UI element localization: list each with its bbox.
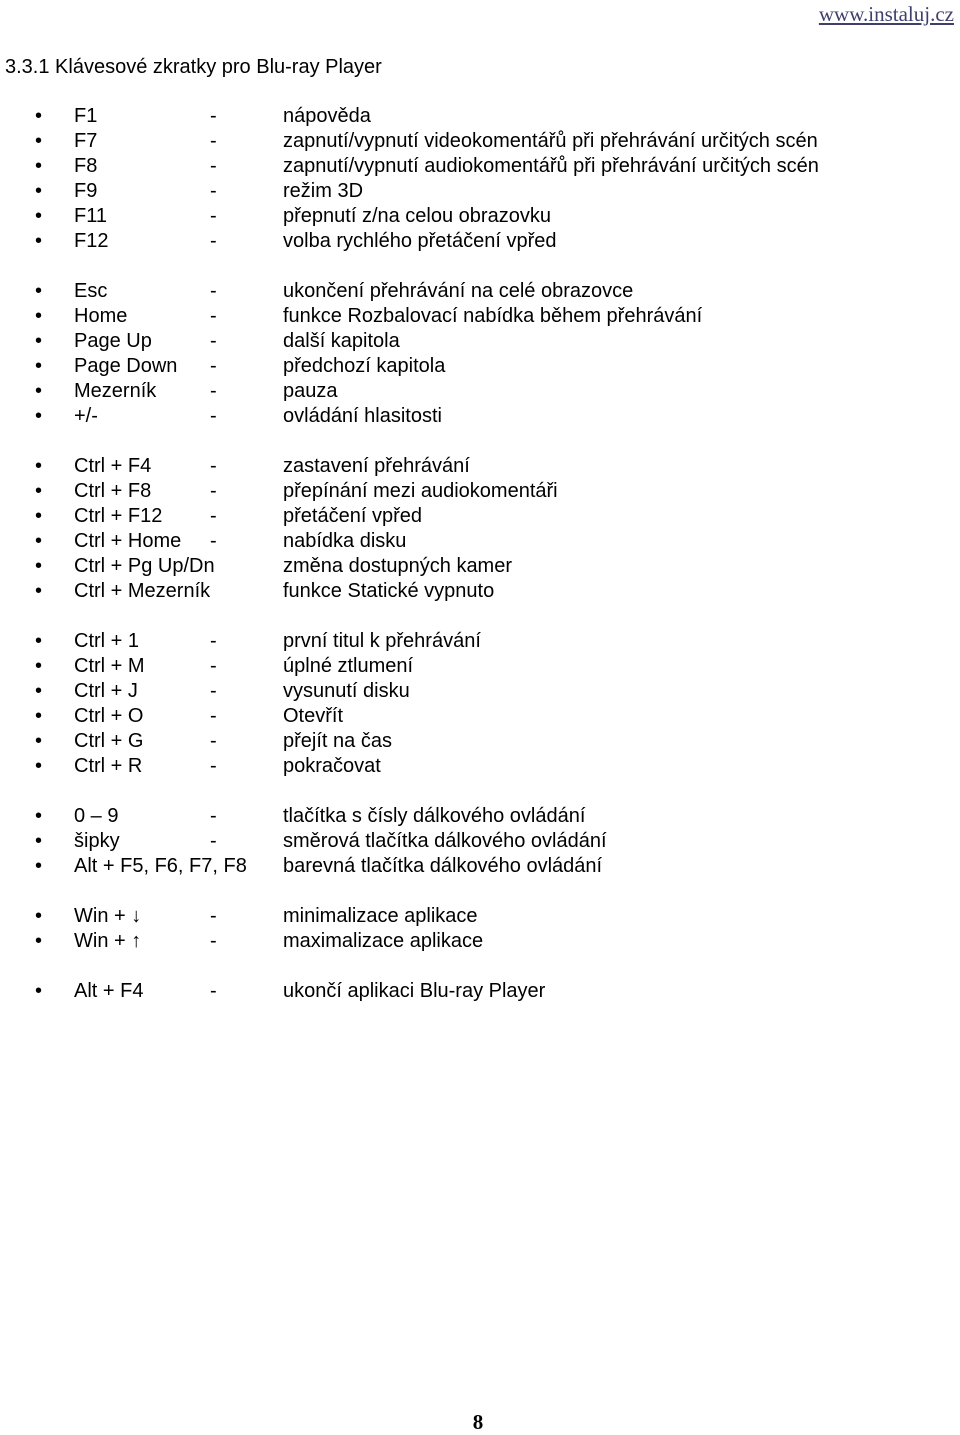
shortcut-description: režim 3D <box>283 180 364 202</box>
shortcut-separator: - <box>210 830 217 852</box>
shortcut-row <box>0 479 960 504</box>
shortcut-separator: - <box>210 230 217 252</box>
bullet-icon: • <box>35 530 43 552</box>
bullet-icon: • <box>35 130 43 152</box>
shortcut-separator: - <box>210 730 217 752</box>
shortcut-group <box>0 979 960 1004</box>
shortcut-description: funkce Statické vypnuto <box>283 580 495 602</box>
shortcut-separator: - <box>210 205 217 227</box>
page-title: 3.3.1 Klávesové zkratky pro Blu-ray Player <box>5 56 382 78</box>
shortcut-description: zapnutí/vypnutí audiokomentářů při přehrávání určitých scén <box>283 155 819 177</box>
shortcut-row <box>0 829 960 854</box>
shortcut-description: první titul k přehrávání <box>283 630 481 652</box>
page-number: 8 <box>472 1410 484 1434</box>
shortcut-row <box>0 579 960 604</box>
shortcut-row <box>0 204 960 229</box>
bullet-icon: • <box>35 930 43 952</box>
shortcut-row <box>0 854 960 879</box>
shortcut-row <box>0 729 960 754</box>
shortcut-row <box>0 104 960 129</box>
shortcut-key: Page Up <box>74 330 152 352</box>
shortcut-separator: - <box>210 330 217 352</box>
shortcut-description: předchozí kapitola <box>283 355 446 377</box>
shortcut-key: Ctrl + M <box>74 655 145 677</box>
shortcut-row <box>0 379 960 404</box>
shortcut-row <box>0 979 960 1004</box>
shortcut-key: Ctrl + 1 <box>74 630 140 652</box>
shortcut-key: F1 <box>74 105 98 127</box>
bullet-icon: • <box>35 905 43 927</box>
bullet-icon: • <box>35 180 43 202</box>
shortcut-description: tlačítka s čísly dálkového ovládání <box>283 805 586 827</box>
shortcut-row <box>0 354 960 379</box>
site-header-link[interactable]: www.instaluj.cz <box>818 2 954 26</box>
shortcut-separator: - <box>210 455 217 477</box>
shortcut-description: zapnutí/vypnutí videokomentářů při přehrávání určitých scén <box>283 130 818 152</box>
shortcut-description: minimalizace aplikace <box>283 905 478 927</box>
shortcut-separator: - <box>210 905 217 927</box>
shortcut-description: ovládání hlasitosti <box>283 405 442 427</box>
shortcut-row <box>0 154 960 179</box>
shortcut-description: Otevřít <box>283 705 344 727</box>
shortcut-key: Esc <box>74 280 108 302</box>
shortcut-key: Ctrl + Mezerník <box>74 580 211 602</box>
shortcut-key: Alt + F5, F6, F7, F8 <box>74 855 247 877</box>
shortcut-description: vysunutí disku <box>283 680 410 702</box>
bullet-icon: • <box>35 280 43 302</box>
shortcut-row <box>0 754 960 779</box>
shortcut-key: Ctrl + Home <box>74 530 182 552</box>
shortcut-row <box>0 679 960 704</box>
shortcut-group <box>0 104 960 254</box>
shortcut-key: Ctrl + J <box>74 680 138 702</box>
shortcut-description: zastavení přehrávání <box>283 455 470 477</box>
shortcut-row <box>0 804 960 829</box>
shortcut-separator: - <box>210 530 217 552</box>
shortcut-key: F8 <box>74 155 98 177</box>
shortcut-separator: - <box>210 305 217 327</box>
shortcut-description: ukončí aplikaci Blu-ray Player <box>283 980 546 1002</box>
shortcut-group <box>0 629 960 779</box>
shortcut-key: Home <box>74 305 128 327</box>
bullet-icon: • <box>35 455 43 477</box>
bullet-icon: • <box>35 680 43 702</box>
shortcut-key: 0 – 9 <box>74 805 119 827</box>
shortcut-separator: - <box>210 180 217 202</box>
shortcut-row <box>0 629 960 654</box>
shortcut-separator: - <box>210 680 217 702</box>
shortcut-row <box>0 929 960 954</box>
bullet-icon: • <box>35 805 43 827</box>
shortcut-key: Page Down <box>74 355 178 377</box>
shortcut-row <box>0 529 960 554</box>
bullet-icon: • <box>35 505 43 527</box>
shortcut-separator: - <box>210 980 217 1002</box>
shortcut-separator: - <box>210 705 217 727</box>
shortcut-key: šipky <box>74 830 120 852</box>
shortcut-row <box>0 904 960 929</box>
bullet-icon: • <box>35 855 43 877</box>
shortcut-list <box>0 104 960 1029</box>
shortcut-key: F7 <box>74 130 98 152</box>
bullet-icon: • <box>35 380 43 402</box>
bullet-icon: • <box>35 755 43 777</box>
shortcut-description: úplné ztlumení <box>283 655 414 677</box>
shortcut-key: F9 <box>74 180 98 202</box>
shortcut-separator: - <box>210 755 217 777</box>
bullet-icon: • <box>35 655 43 677</box>
shortcut-key: Ctrl + F4 <box>74 455 152 477</box>
shortcut-row <box>0 704 960 729</box>
shortcut-description: funkce Rozbalovací nabídka během přehrávání <box>283 305 703 327</box>
shortcut-description: směrová tlačítka dálkového ovládání <box>283 830 607 852</box>
bullet-icon: • <box>35 205 43 227</box>
bullet-icon: • <box>35 705 43 727</box>
shortcut-key: Win + ↓ <box>74 905 142 927</box>
bullet-icon: • <box>35 630 43 652</box>
shortcut-description: nápověda <box>283 105 371 127</box>
bullet-icon: • <box>35 730 43 752</box>
shortcut-description: přetáčení vpřed <box>283 505 422 527</box>
shortcut-row <box>0 554 960 579</box>
shortcut-key: Ctrl + R <box>74 755 143 777</box>
shortcut-separator: - <box>210 930 217 952</box>
shortcut-row <box>0 304 960 329</box>
shortcut-description: přepínání mezi audiokomentáři <box>283 480 558 502</box>
shortcut-separator: - <box>210 405 217 427</box>
shortcut-key: Win + ↑ <box>74 930 142 952</box>
shortcut-key: Ctrl + F12 <box>74 505 163 527</box>
shortcut-description: pokračovat <box>283 755 381 777</box>
shortcut-row <box>0 179 960 204</box>
shortcut-separator: - <box>210 155 217 177</box>
shortcut-key: Ctrl + F8 <box>74 480 152 502</box>
shortcut-key: Ctrl + Pg Up/Dn <box>74 555 215 577</box>
shortcut-description: nabídka disku <box>283 530 407 552</box>
shortcut-description: barevná tlačítka dálkového ovládání <box>283 855 603 877</box>
shortcut-separator: - <box>210 655 217 677</box>
shortcut-separator: - <box>210 630 217 652</box>
shortcut-separator: - <box>210 380 217 402</box>
shortcut-separator: - <box>210 505 217 527</box>
shortcut-separator: - <box>210 805 217 827</box>
bullet-icon: • <box>35 105 43 127</box>
shortcut-description: pauza <box>283 380 338 402</box>
bullet-icon: • <box>35 330 43 352</box>
bullet-icon: • <box>35 555 43 577</box>
shortcut-row <box>0 329 960 354</box>
shortcut-row <box>0 654 960 679</box>
shortcut-description: přepnutí z/na celou obrazovku <box>283 205 551 227</box>
shortcut-separator: - <box>210 130 217 152</box>
shortcut-group <box>0 904 960 954</box>
shortcut-key: Ctrl + O <box>74 705 144 727</box>
shortcut-row <box>0 404 960 429</box>
bullet-icon: • <box>35 155 43 177</box>
shortcut-key: +/- <box>74 405 98 427</box>
shortcut-key: Alt + F4 <box>74 980 144 1002</box>
shortcut-description: další kapitola <box>283 330 400 352</box>
shortcut-separator: - <box>210 480 217 502</box>
shortcut-key: Mezerník <box>74 380 157 402</box>
bullet-icon: • <box>35 355 43 377</box>
shortcut-separator: - <box>210 280 217 302</box>
bullet-icon: • <box>35 480 43 502</box>
shortcut-description: přejít na čas <box>283 730 392 752</box>
bullet-icon: • <box>35 980 43 1002</box>
bullet-icon: • <box>35 305 43 327</box>
shortcut-key: F11 <box>74 205 107 227</box>
shortcut-description: změna dostupných kamer <box>283 555 513 577</box>
shortcut-group <box>0 804 960 879</box>
bullet-icon: • <box>35 830 43 852</box>
shortcut-row <box>0 279 960 304</box>
shortcut-row <box>0 129 960 154</box>
shortcut-description: volba rychlého přetáčení vpřed <box>283 230 557 252</box>
shortcut-key: F12 <box>74 230 109 252</box>
shortcut-separator: - <box>210 105 217 127</box>
shortcut-row <box>0 229 960 254</box>
shortcut-row <box>0 454 960 479</box>
shortcut-description: maximalizace aplikace <box>283 930 484 952</box>
shortcut-group <box>0 279 960 429</box>
bullet-icon: • <box>35 580 43 602</box>
shortcut-key: Ctrl + G <box>74 730 144 752</box>
shortcut-group <box>0 454 960 604</box>
bullet-icon: • <box>35 405 43 427</box>
shortcut-description: ukončení přehrávání na celé obrazovce <box>283 280 634 302</box>
bullet-icon: • <box>35 230 43 252</box>
shortcut-separator: - <box>210 355 217 377</box>
shortcut-row <box>0 504 960 529</box>
